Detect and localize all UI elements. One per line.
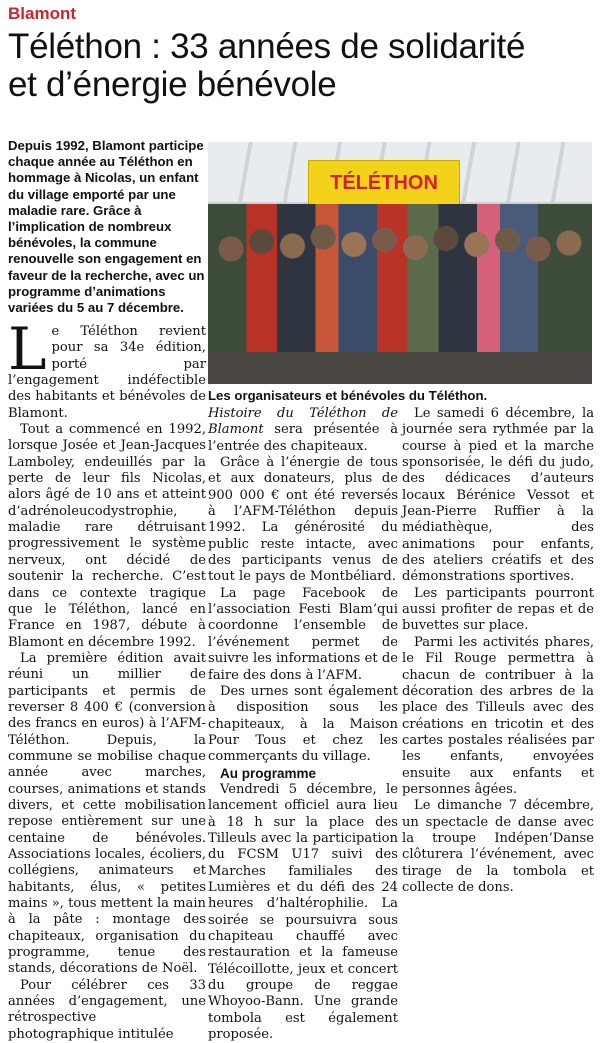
program-subhead: Au programme — [220, 765, 317, 781]
intro-paragraph — [8, 315, 206, 422]
paragraph-3: La première édition avait réuni un millier de participants et permis de reverser 8 400 € (conversion des francs en euros) à l’AFM-Téléthon. Depuis, la commune se mobilise chaque année avec marches, courses, animations et stands divers, et cette mobilisation repose entièrement sur une centaine de bénévoles. Associations locales, écoliers, collégiens, animateurs et habitants, élus, « petites mains », tous mettent la main à la pâte : montage des chapiteaux, organisation du programme, tenue des stands, décorations de Noël. — [8, 650, 206, 977]
paragraph-1: e Téléthon revient pour sa 34e édition, porté par l’engagement indéfectible des habitants et bénévoles de Blamont. — [8, 324, 206, 421]
paragraph-12: Le dimanche 7 décembre, un spectacle de danse avec la troupe Indépen’Danse clôturera l’événement, avec tirage de la tombola et collecte de dons. — [402, 798, 594, 895]
article-column-2 — [208, 406, 398, 1043]
article-column-1 — [8, 315, 206, 1043]
paragraph-7: Des urnes sont également à disposition sous les chapiteaux, à la Maison Pour Tous et chez les commerçants du village. — [208, 683, 398, 765]
exhibition-title: Histoire du Téléthon de Blamont — [208, 406, 398, 438]
paragraph-8: Vendredi 5 décembre, le lancement officiel aura lieu à 18 h sur la place des Tilleuls avec la participation du FCSM U17 suivi des Marches familiales des Lumières et du défi des 24 heures d’haltérophilie. La soirée se poursuivra sous chapiteau chauffé avec restauration et la fameuse Télécoillotte, jeux et concert du groupe de reggae Whoyoo-Bann. Une grande tombola est également proposée. — [208, 781, 398, 1043]
paragraph-10: Les participants pourront aussi profiter de repas et de buvettes sur place. — [402, 585, 594, 634]
article-lede: Depuis 1992, Blamont participe chaque année au Téléthon en hommage à Nicolas, un enfant du village emporté par une maladie rare. Grâce à l’implication de nombreux bénévoles, la commune renouvelle son engagement en faveur de la recherche, avec un programme d’animations variées du 5 au 7 décembre. — [8, 138, 205, 316]
headline-line-1: Téléthon : 33 années de solidarité — [8, 27, 526, 66]
paragraph-4-continued — [208, 406, 398, 455]
paragraph-5: Grâce à l’énergie de tous et aux donateurs, plus de 900 000 € ont été reversés à l’AFM-Téléthon depuis 1992. La générosité du public reste intacte, avec des participants venus de tout le pays de Montbéliard. — [208, 455, 398, 585]
crowd-of-volunteers — [208, 204, 592, 354]
headline-line-2: et d’énergie bénévole — [8, 65, 337, 104]
paragraph-4: Pour célébrer ces 33 années d’engagement, une rétrospective photographique intitulée — [8, 977, 206, 1042]
drop-cap: L — [8, 315, 47, 383]
article-headline — [8, 28, 608, 104]
telethon-banner: TÉLÉTHON — [308, 160, 460, 206]
paragraph-6: La page Facebook de l’association Festi Blam’qui coordonne l’ensemble de l’événement permet de suivre les informations et de faire des dons à l’AFM. — [208, 585, 398, 683]
photo-caption: Les organisateurs et bénévoles du Téléthon. — [208, 388, 488, 403]
floor — [208, 352, 592, 384]
article-column-3 — [402, 406, 594, 896]
paragraph-9: Le samedi 6 décembre, la journée sera rythmée par la course à pied et la marche sponsorisée, le défi du judo, des dédicaces d’auteurs locaux Bérénice Vessot et Jean-Pierre Ruffier à la médiathèque, des animations pour enfants, des ateliers créatifs et des démonstrations sportives. — [402, 406, 594, 585]
volunteers-group-photo — [208, 142, 592, 384]
paragraph-4-end: sera présentée à l’entrée des chapiteaux. — [208, 422, 399, 454]
section-rubric: Blamont — [8, 4, 76, 23]
paragraph-2: Tout a commencé en 1992, lorsque Josée et Jean-Jacques Lamboley, endeuillés par la perte de leur fils Nicolas, alors âgé de 10 ans et atteint d’adrénoleucodystrophie, maladie rare détruisant progressivement le système nerveux, ont décidé de soutenir la recherche. C’est dans ce contexte tragique que le Téléthon, lancé en France en 1987, débute à Blamont en décembre 1992. — [8, 422, 206, 650]
paragraph-11: Parmi les activités phares, le Fil Rouge permettra à chacun de contribuer à la décoration des arbres de la place des Tilleuls avec des créations en tricotin et des cartes postales réalisées par les enfants, envoyées ensuite aux enfants et personnes âgées. — [402, 634, 594, 797]
